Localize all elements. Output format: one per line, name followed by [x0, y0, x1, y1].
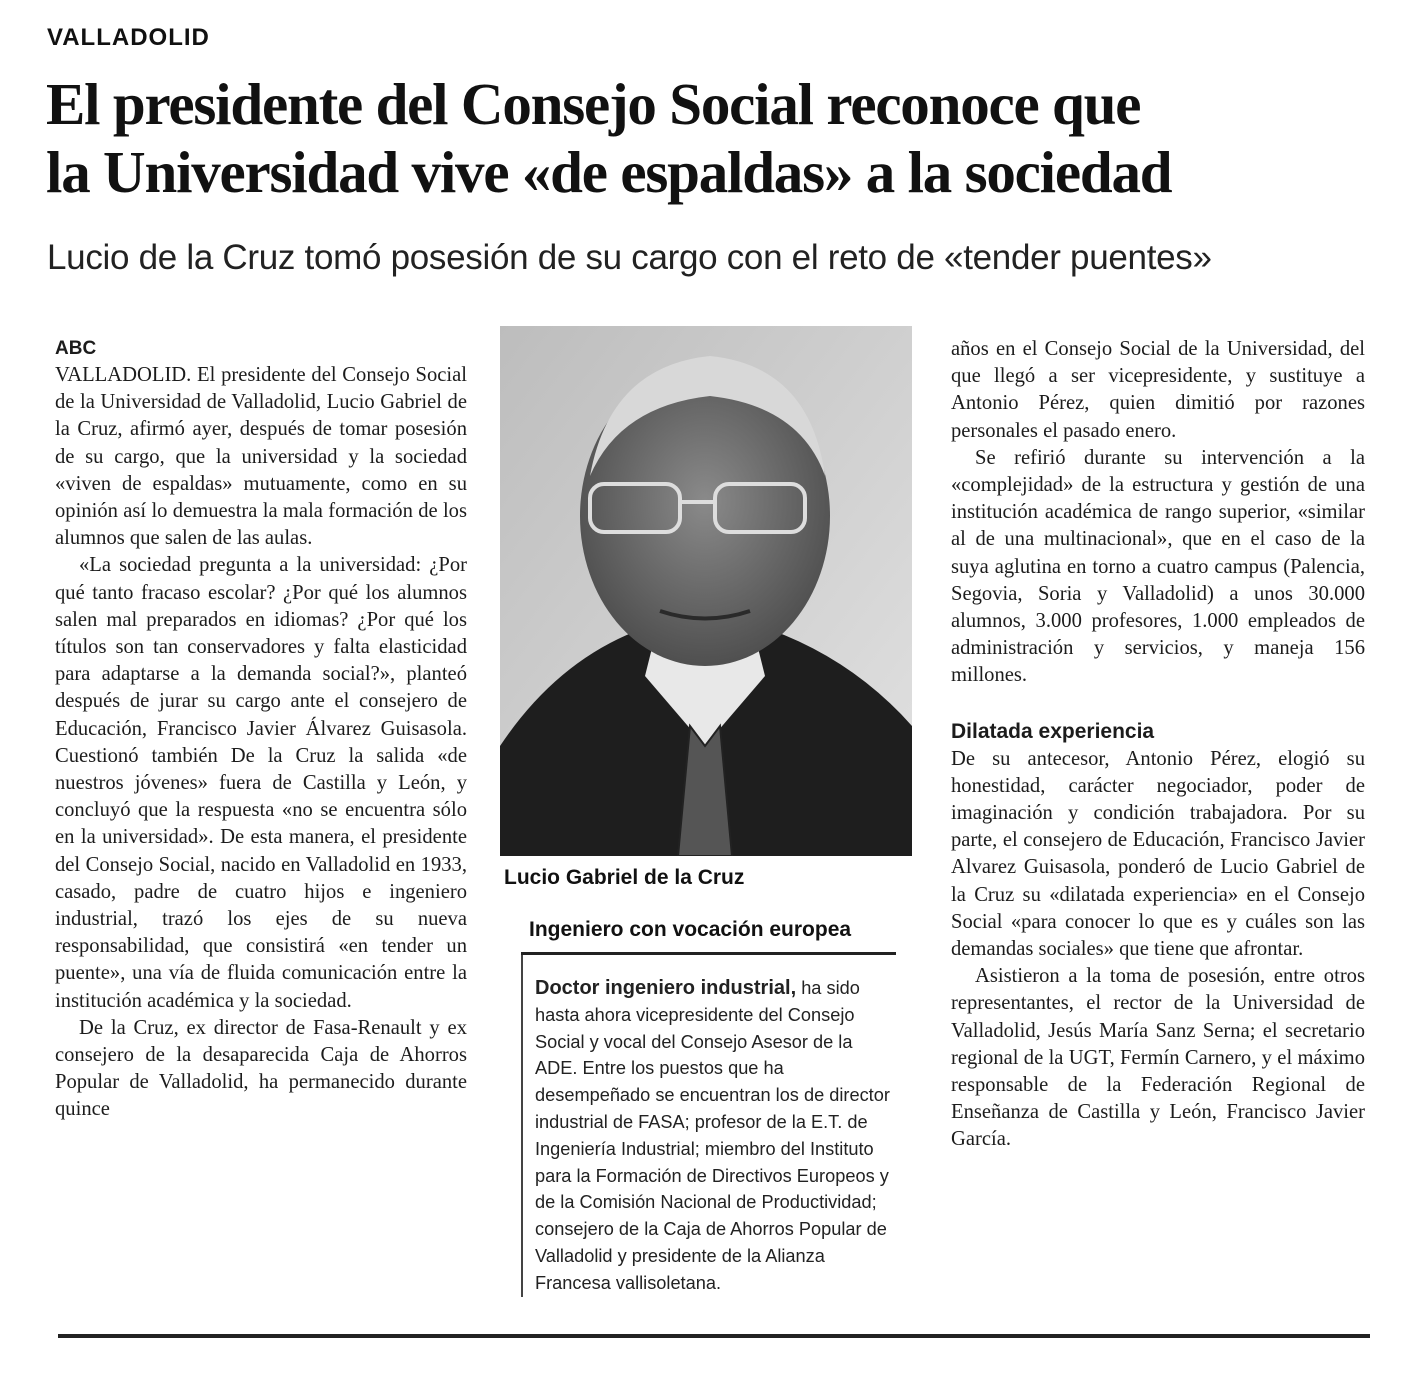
headline-line-1: El presidente del Consejo Social reconoce que — [46, 71, 1141, 137]
paragraph-6: De su antecesor, Antonio Pérez, elogió su honestidad, carácter negociador, poder de imaginación y condición trabajadora. Por su parte, el consejero de Educación, Francisco Javier Alvarez Guisasola, ponderó de Lucio Gabriel de la Cruz su «dilatada experiencia» en el Consejo Social «para conocer lo que es y cuáles son las demandas sociales» que tiene que afrontar. — [951, 747, 1365, 961]
section-label: VALLADOLID — [47, 24, 210, 51]
headline-line-2: la Universidad vive «de espaldas» a la sociedad — [46, 139, 1172, 205]
article-column-1 — [55, 336, 467, 1124]
sidebar-text: ha sido hasta ahora vicepresidente del Consejo Social y vocal del Consejo Asesor de la ADE. Entre los puestos que ha desempeñado se encuentran los de director industrial de FASA; profesor de la E.T. de Ingeniería Industrial; miembro del Instituto para la Formación de Directivos Europeos y de la Comisión Nacional de Productividad; consejero de la Caja de Ahorros Popular de Valladolid y presidente de la Alianza Francesa vallisoletana. — [535, 978, 890, 1293]
bottom-rule — [58, 1334, 1370, 1338]
subheadline: Lucio de la Cruz tomó posesión de su cargo con el reto de «tender puentes» — [47, 238, 1212, 277]
paragraph-1: VALLADOLID. El presidente del Consejo Social de la Universidad de Valladolid, Lucio Gabriel de la Cruz, afirmó ayer, después de tomar posesión de su cargo, que la universidad y la sociedad «viven de espaldas» mutuamente, como en su opinión así lo demuestra la mala formación de los alumnos que salen de las aulas. — [55, 364, 467, 550]
byline: ABC — [55, 338, 97, 359]
paragraph-2: «La sociedad pregunta a la universidad: ¿Por qué tanto fracaso escolar? ¿Por qué los alumnos salen mal preparados en idiomas? ¿Por qué los títulos son tan conservadores y falta elasticidad para adaptarse a la demanda social?», planteó después de jurar su cargo ante el consejero de Educación, Francisco Javier Álvarez Guisasola. Cuestionó también De la Cruz la salida «de nuestros jóvenes» fuera de Castilla y León, y concluyó que la respuesta «no se encuentra sólo en la universidad». De esta manera, el presidente del Consejo Social, nacido en Valladolid en 1933, casado, padre de cuatro hijos e ingeniero industrial, trazó los ejes de su nueva responsabilidad, que consistirá «en tender un puente», una vía de fluida comunicación entre la institución académica y la sociedad. — [55, 554, 467, 1012]
sidebar-body — [521, 955, 896, 1297]
photo-caption: Lucio Gabriel de la Cruz — [504, 866, 745, 889]
portrait-photo — [500, 326, 912, 856]
sidebar-title: Ingeniero con vocación europea — [521, 912, 896, 955]
paragraph-5: Se refirió durante su intervención a la «complejidad» de la estructura y gestión de una institución académica de rango superior, «similar al de una multinacional», que en el caso de la suya aglutina en torno a cuatro campus (Palencia, Segovia, Soria y Valladolid) a unos 30.000 alumnos, 3.000 profesores, 1.000 empleados de administración y servicios, y maneja 156 millones. — [951, 446, 1365, 687]
paragraph-4: años en el Consejo Social de la Universidad, del que llegó a ser vicepresidente, y sustituye a Antonio Pérez, quien dimitió por razones personales el pasado enero. — [951, 338, 1365, 442]
paragraph-3: De la Cruz, ex director de Fasa-Renault y ex consejero de la desaparecida Caja de Ahorros Popular de Valladolid, ha permanecido durante quince — [55, 1016, 467, 1121]
sidebar-lead: Doctor ingeniero industrial, — [535, 977, 797, 999]
article-column-3 — [951, 336, 1365, 1154]
headline — [46, 70, 1376, 206]
portrait-illustration — [500, 326, 912, 856]
sidebar-box — [521, 912, 896, 1297]
section-subtitle: Dilatada experiencia — [951, 719, 1155, 743]
paragraph-7: Asistieron a la toma de posesión, entre otros representantes, el rector de la Universidad de Valladolid, Jesús María Sanz Serna; el secretario regional de la UGT, Fermín Carnero, y el máximo responsable de la Federación Regional de Enseñanza de Castilla y León, Francisco Javier García. — [951, 965, 1365, 1151]
